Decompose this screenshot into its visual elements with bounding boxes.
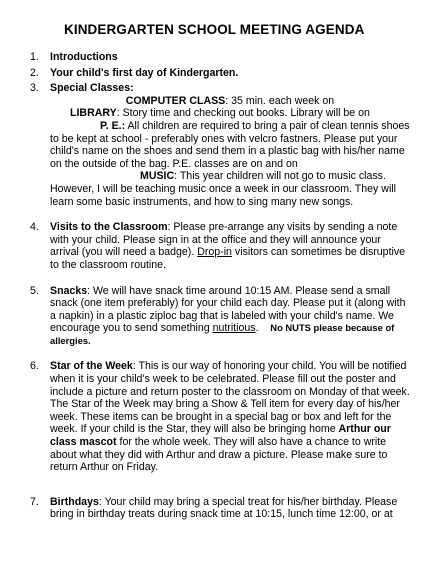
item-label: Star of the Week bbox=[50, 360, 133, 373]
item-label: Special Classes: bbox=[50, 82, 134, 95]
music-label: MUSIC bbox=[140, 170, 175, 183]
agenda-item-5 bbox=[30, 284, 410, 348]
item-number: 7. bbox=[30, 495, 39, 508]
agenda-item-4 bbox=[30, 221, 410, 271]
item-number: 1. bbox=[30, 51, 39, 63]
library-text: : Story time and checking out books. Library will be on bbox=[116, 107, 370, 120]
item-label: Introductions bbox=[50, 51, 118, 63]
item-label: Birthdays bbox=[50, 495, 99, 508]
agenda-item-6 bbox=[30, 360, 410, 474]
agenda-item-7 bbox=[30, 495, 410, 521]
snacks-text-2: . bbox=[255, 322, 259, 335]
pe-label: P. E.: bbox=[100, 119, 126, 132]
item-label: Your child's first day of Kindergarten. bbox=[50, 66, 239, 79]
snacks-text-1: : We will have snack time around 10:15 AM. Please send a small snack (one item preferably) for your child each day. Please put it (along with a napkin) in a plastic ziploc bag that is labeled with your child's name. We encourage you to send something bbox=[50, 284, 406, 335]
birthdays-text: : Your child may bring a special treat for his/her birthday. Please bring in birthday treats during snack time at 10:15, lunch time 12:00, or at bbox=[50, 495, 398, 521]
star-text-2: for the whole week. They will also have a chance to write about what they did with Arthur and draw a picture. Please make sure to return Arthur on Friday. bbox=[50, 436, 388, 474]
computer-class-line bbox=[50, 95, 410, 108]
agenda-item-3 bbox=[30, 82, 410, 208]
library-line bbox=[50, 107, 410, 120]
item-number: 5. bbox=[30, 284, 39, 297]
item-number: 4. bbox=[30, 221, 39, 234]
pe-paragraph bbox=[50, 120, 410, 170]
nutritious-text: nutritious bbox=[212, 322, 256, 335]
item-number: 2. bbox=[30, 66, 39, 79]
nuts-warning: No NUTS please because of allergies. bbox=[50, 322, 395, 346]
library-label: LIBRARY bbox=[70, 107, 117, 120]
star-text-1: : This is our way of honoring your child. You will be notified when it is your child's week to be celebrated. Please fill out the poster and include a picture and return poster to the classroom on Monday of that week. The Star of the Week may bring a Show & Tell item for every day of his/her week. These items can be brought in a special bag or box and left for the week. If your child is the Star, they will also be bringing home bbox=[50, 360, 410, 436]
agenda-item-1 bbox=[30, 51, 410, 64]
page-title: KINDERGARTEN SCHOOL MEETING AGENDA bbox=[64, 22, 365, 37]
visits-text-2: visitors can sometimes be disruptive to the classroom routine. bbox=[50, 246, 406, 271]
item-number: 6. bbox=[30, 360, 39, 373]
item-number: 3. bbox=[30, 82, 39, 95]
visits-text-1: : Please pre-arrange any visits by sending a note with your child. Please sign in at the office and they will announce your arrival (you will need a badge). bbox=[50, 221, 398, 259]
music-paragraph bbox=[50, 170, 410, 208]
dropin-text: Drop-in bbox=[197, 246, 232, 259]
pe-text: All children are required to bring a pair of clean tennis shoes to be kept at school - preferably ones with velcro fastners. Please put your child's name on the shoes and send them in a plastic bag with his/her name on the outside of the bag. P.E. classes are on and on bbox=[50, 119, 410, 170]
computer-class-label: COMPUTER CLASS bbox=[125, 94, 226, 107]
item-label: Visits to the Classroom bbox=[50, 221, 168, 234]
mascot-text: Arthur our class mascot bbox=[50, 423, 391, 449]
music-text: : This year children will not go to music class. However, I will be teaching music once a week in our classroom. They will learn some basic instruments, and how to sing many new songs. bbox=[50, 170, 397, 208]
computer-class-text: : 35 min. each week on bbox=[225, 94, 335, 107]
agenda-item-2 bbox=[30, 66, 410, 80]
item-label: Snacks bbox=[50, 284, 88, 297]
